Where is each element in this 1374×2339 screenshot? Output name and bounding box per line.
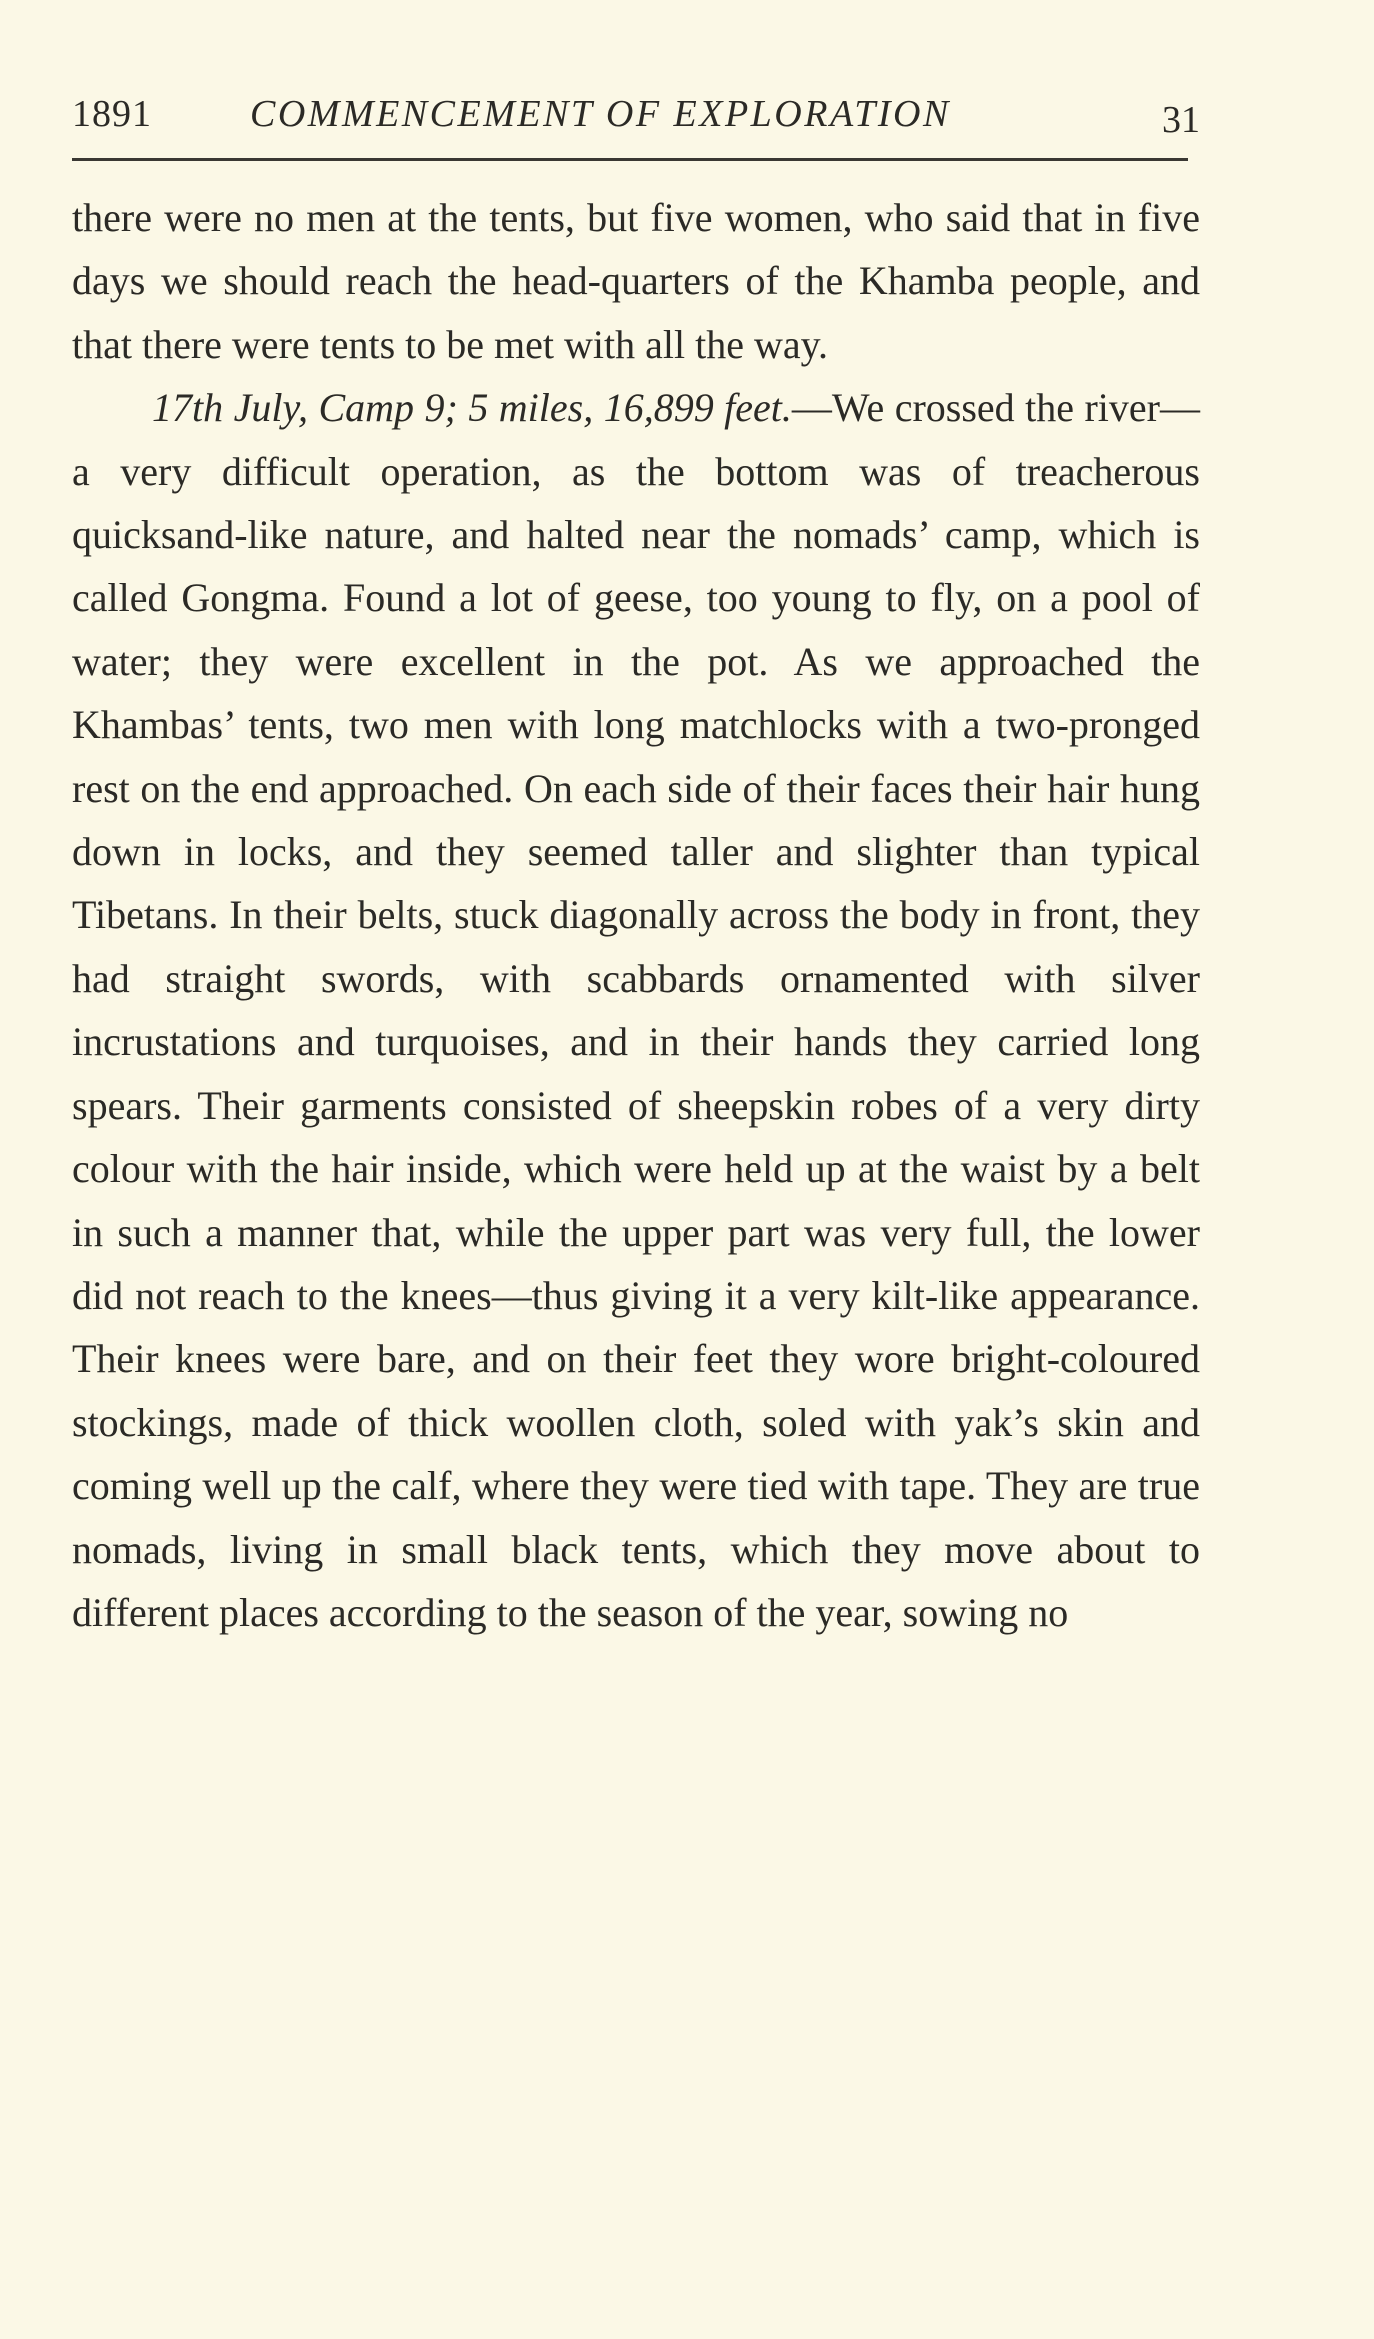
paragraph-journal-entry	[72, 376, 1200, 1644]
running-head-title: COMMENCEMENT OF EXPLORATION	[250, 93, 951, 135]
header-rule	[72, 158, 1188, 161]
paragraph-continuation: there were no men at the tents, but five women, who said that in five days we should reach the head-quarters of the Khamba people, and that there were tents to be met with all the way.	[72, 195, 1200, 367]
running-head	[72, 92, 1200, 152]
running-head-year: 1891	[72, 93, 152, 135]
journal-entry-heading: 17th July, Camp 9; 5 miles, 16,899 feet.	[152, 385, 792, 431]
journal-entry-text: —We crossed the river—a very difficult operation, as the bottom was of treacherous quicksand-like nature, and halted near the nomads’ camp, which is called Gongma. Found a lot of geese, too young to fly, on a pool of water; they were excellent in the pot. As we approached the Khambas’ tents, two men with long matchlocks with a two-pronged rest on the end approached. On each side of their faces their hair hung down in locks, and they seemed taller and slighter than typical Tibetans. In their belts, stuck diagonally across the body in front, they had straight swords, with scabbards ornamented with silver incrustations and turquoises, and in their hands they carried long spears. Their garments consisted of sheepskin robes of a very dirty colour with the hair inside, which were held up at the waist by a belt in such a manner that, while the upper part was very full, the lower did not reach to the knees—thus giving it a very kilt-like appearance. Their knees were bare, and on their feet they wore bright-coloured stockings, made of thick woollen cloth, soled with yak’s skin and coming well up the calf, where they were tied with tape. They are true nomads, living in small black tents, which they move about to different places according to the season of the year, sowing no	[72, 385, 1200, 1635]
body-text	[72, 186, 1200, 1644]
page-number: 31	[1162, 99, 1200, 141]
